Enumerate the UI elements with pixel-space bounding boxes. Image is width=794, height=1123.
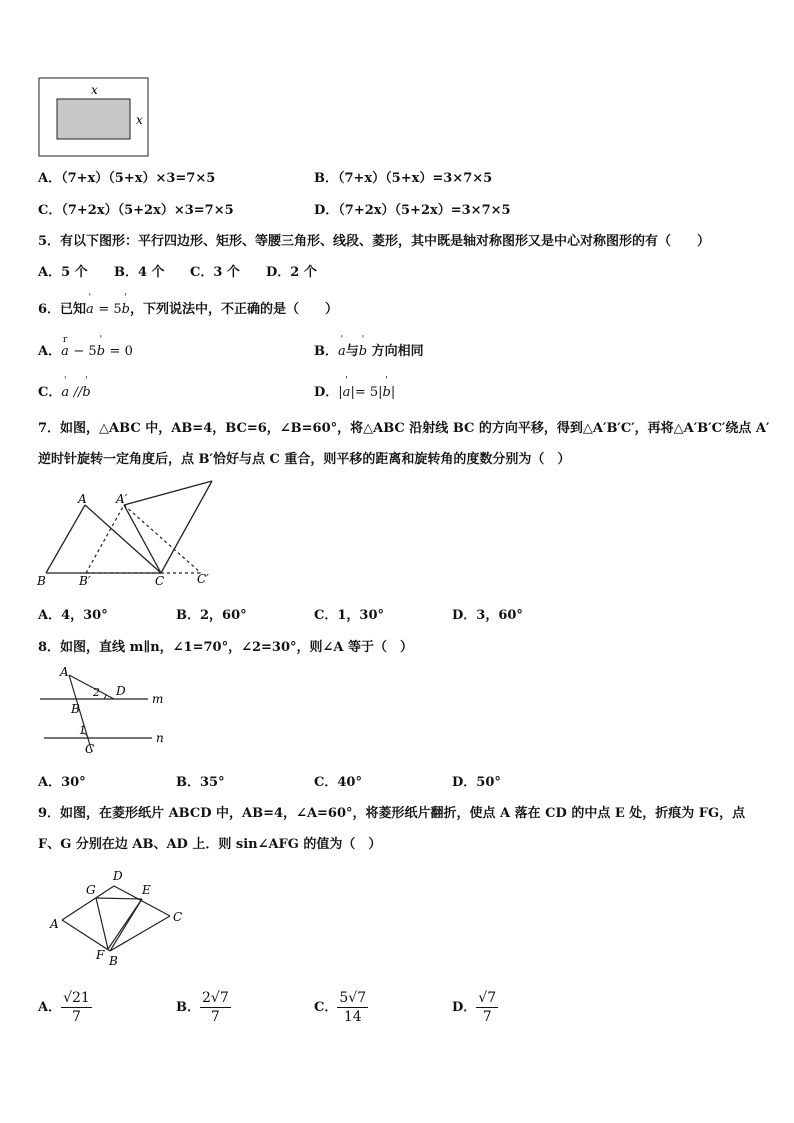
q6-option-a: A． r a − 5 ' b = 0 (38, 335, 133, 359)
q5-option-a: A．5 个 (38, 265, 88, 280)
segment-top-c (161, 481, 212, 573)
q7-label-c: C (155, 574, 165, 588)
q7-option-c: C．1，30° (314, 608, 384, 623)
q7-label-a2: A′ (116, 492, 128, 506)
segment-eb (110, 899, 142, 951)
label-x-right: x (136, 113, 143, 127)
q9-label-a: A (50, 917, 59, 931)
q5-stem: 5．有以下图形：平行四边形、矩形、等腰三角形、线段、菱形，其中既是轴对称图形又是中心对称图形的有（ ） (38, 234, 711, 249)
q7-stem-line1: 7．如图，△ABC 中，AB=4，BC=6，∠B=60°，将△ABC 沿射线 BC 的方向平移，得到△A′B′C′，再将△A′B′C′绕点 A′ (38, 421, 770, 436)
q7-option-a: A．4，30° (38, 608, 108, 623)
q6-option-b: B． ' a与 ' b 方向相同 (314, 335, 424, 359)
segment-ab (46, 505, 85, 573)
q9-c-numerator: 5√7 (339, 990, 367, 1006)
q4-option-b: B．（7+x）（5+x）=3×7×5 (314, 171, 493, 186)
q9-figure (46, 865, 196, 970)
segment-ad (69, 675, 114, 699)
q8-label-n: n (156, 731, 164, 745)
vector-a: ' a (86, 293, 94, 317)
q7-option-b: B．2，60° (176, 608, 247, 623)
segment-a2b2 (86, 505, 124, 573)
q6-option-c: C． ' a // ' b (38, 376, 91, 400)
q9-b-numerator: 2√7 (202, 990, 229, 1006)
q9-b-denominator: 7 (210, 1009, 220, 1025)
q9-option-c: C． $\frac{5√7}{14}$ (314, 990, 367, 1025)
q9-option-a: A． $\frac{√21}{7}$ (38, 990, 90, 1025)
segment-a2c2 (124, 505, 201, 573)
q8-figure (36, 662, 176, 758)
q7-label-c2: C′ (197, 572, 209, 586)
inner-picture (57, 99, 130, 139)
q8-label-c: C (85, 742, 95, 756)
q9-option-d: D． $\frac{√7}{7}$ (452, 990, 497, 1025)
q5-option-d: D．2 个 (266, 265, 317, 280)
q6-stem-prefix: 6．已知 (38, 302, 87, 317)
q9-label-b: B (109, 954, 118, 968)
segment-a2c (124, 505, 161, 573)
q5-option-b: B．4 个 (114, 265, 165, 280)
q8-stem: 8．如图，直线 m∥n，∠1=70°，∠2=30°，则∠A 等于（ ） (38, 640, 414, 655)
segment-gf (96, 898, 108, 949)
q8-option-b: B．35° (176, 775, 225, 790)
q7-figure (34, 475, 224, 590)
q9-stem-line1: 9．如图，在菱形纸片 ABCD 中，AB=4，∠A=60°，将菱形纸片翻折，使点 A 落在 CD 的中点 E 处，折痕为 FG，点 (38, 806, 746, 821)
q5-option-c: C．3 个 (190, 265, 240, 280)
q9-label-g: G (86, 883, 96, 897)
frame-figure (38, 77, 152, 159)
vector-b: ' b (121, 293, 130, 317)
q8-label-1: 1 (79, 724, 86, 737)
q9-stem-line2: F、G 分别在边 AB、AD 上．则 sin∠AFG 的值为（ ） (38, 837, 382, 852)
q9-label-d: D (113, 869, 123, 883)
q8-option-c: C．40° (314, 775, 362, 790)
q9-d-numerator: √7 (478, 990, 497, 1006)
label-x-top: x (91, 83, 98, 97)
q9-option-b: B． $\frac{2√7}{7}$ (176, 990, 229, 1025)
q8-label-d: D (116, 684, 126, 698)
q6-option-d: D．| ' a|= 5| ' b| (314, 376, 396, 400)
q9-label-f: F (96, 948, 105, 962)
q9-a-numerator: √21 (63, 990, 90, 1006)
segment-ac (85, 505, 161, 573)
q6-cond-eq: = 5 (98, 302, 122, 317)
q7-label-b2: B′ (79, 574, 91, 588)
q9-a-denominator: 7 (72, 1009, 81, 1025)
segment-ge (96, 898, 142, 899)
q4-option-a: A．（7+x）（5+x）×3=7×5 (38, 171, 216, 186)
q9-d-denominator: 7 (482, 1009, 492, 1025)
q8-label-2: 2 (93, 686, 100, 699)
segment-a2-top (124, 481, 212, 505)
q6-stem-suffix: ，下列说法中，不正确的是（ ） (129, 302, 338, 317)
q7-option-d: D．3，60° (452, 608, 523, 623)
q8-label-b: B (71, 702, 80, 716)
q7-label-b: B (37, 574, 46, 588)
q9-label-e: E (142, 883, 151, 897)
q4-option-d: D．（7+2x）（5+2x）=3×7×5 (314, 203, 511, 218)
q4-option-c: C．（7+2x）（5+2x）×3=7×5 (38, 203, 234, 218)
q9-label-c: C (173, 910, 183, 924)
q7-stem-line2: 逆时针旋转一定角度后，点 B′恰好与点 C 重合，则平移的距离和旋转角的度数分别为（ ） (38, 452, 571, 467)
q9-c-denominator: 14 (343, 1009, 362, 1025)
q8-label-m: m (152, 692, 164, 706)
q8-label-a: A (60, 665, 69, 679)
q6-stem (38, 293, 338, 317)
q8-option-a: A．30° (38, 775, 86, 790)
q7-label-a: A (78, 492, 87, 506)
q8-option-d: D．50° (452, 775, 501, 790)
